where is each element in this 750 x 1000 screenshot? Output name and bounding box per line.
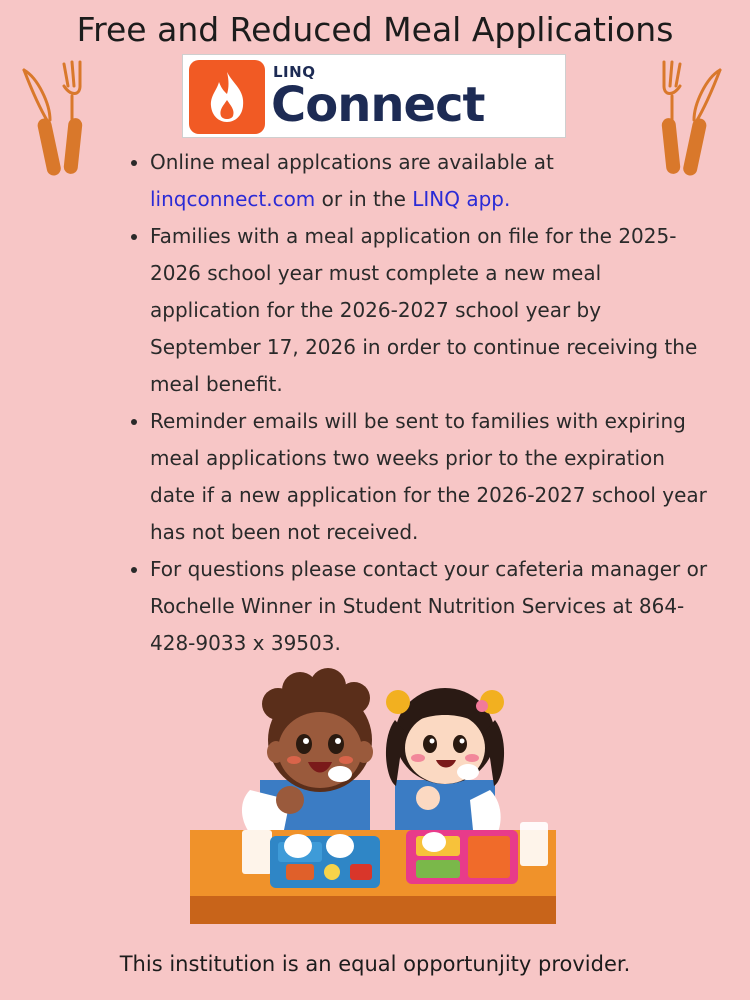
- list-item: • Reminder emails will be sent to families with expiring meal applications two weeks prior to the expiration date if a new application for the 2026-2027 school year has not been not received.: [150, 403, 710, 551]
- logo-small-text: LINQ: [273, 63, 316, 81]
- footer-statement: This institution is an equal opportunjity provider.: [119, 952, 631, 976]
- list-item: • For questions please contact your cafeteria manager or Rochelle Winner in Student Nutrition Services at 864-428-9033 x 39503.: [150, 551, 710, 662]
- list-item: [150, 144, 710, 218]
- linq-connect-logo: [182, 54, 566, 138]
- list-item: • Families with a meal application on file for the 2025-2026 school year must complete a new meal application for the 2026-2027 school year by September 17, 2026 in order to continue receiving the meal benefit.: [150, 218, 710, 403]
- info-list: [128, 144, 710, 662]
- list-item-text: or in the: [315, 187, 413, 211]
- list-item-text: Online meal applcations are available at: [150, 150, 554, 174]
- linqconnect-link[interactable]: linqconnect.com: [150, 187, 316, 211]
- fork-knife-icon: [20, 56, 110, 186]
- kids-eating-illustration: [190, 660, 570, 930]
- page-title: Free and Reduced Meal Applications: [76, 10, 674, 49]
- flame-logo-icon: [189, 60, 265, 134]
- milk-glass: [520, 822, 548, 866]
- logo-big-text: Connect: [271, 77, 485, 133]
- milk-glass: [242, 830, 272, 874]
- linq-app-link[interactable]: LINQ app.: [412, 187, 511, 211]
